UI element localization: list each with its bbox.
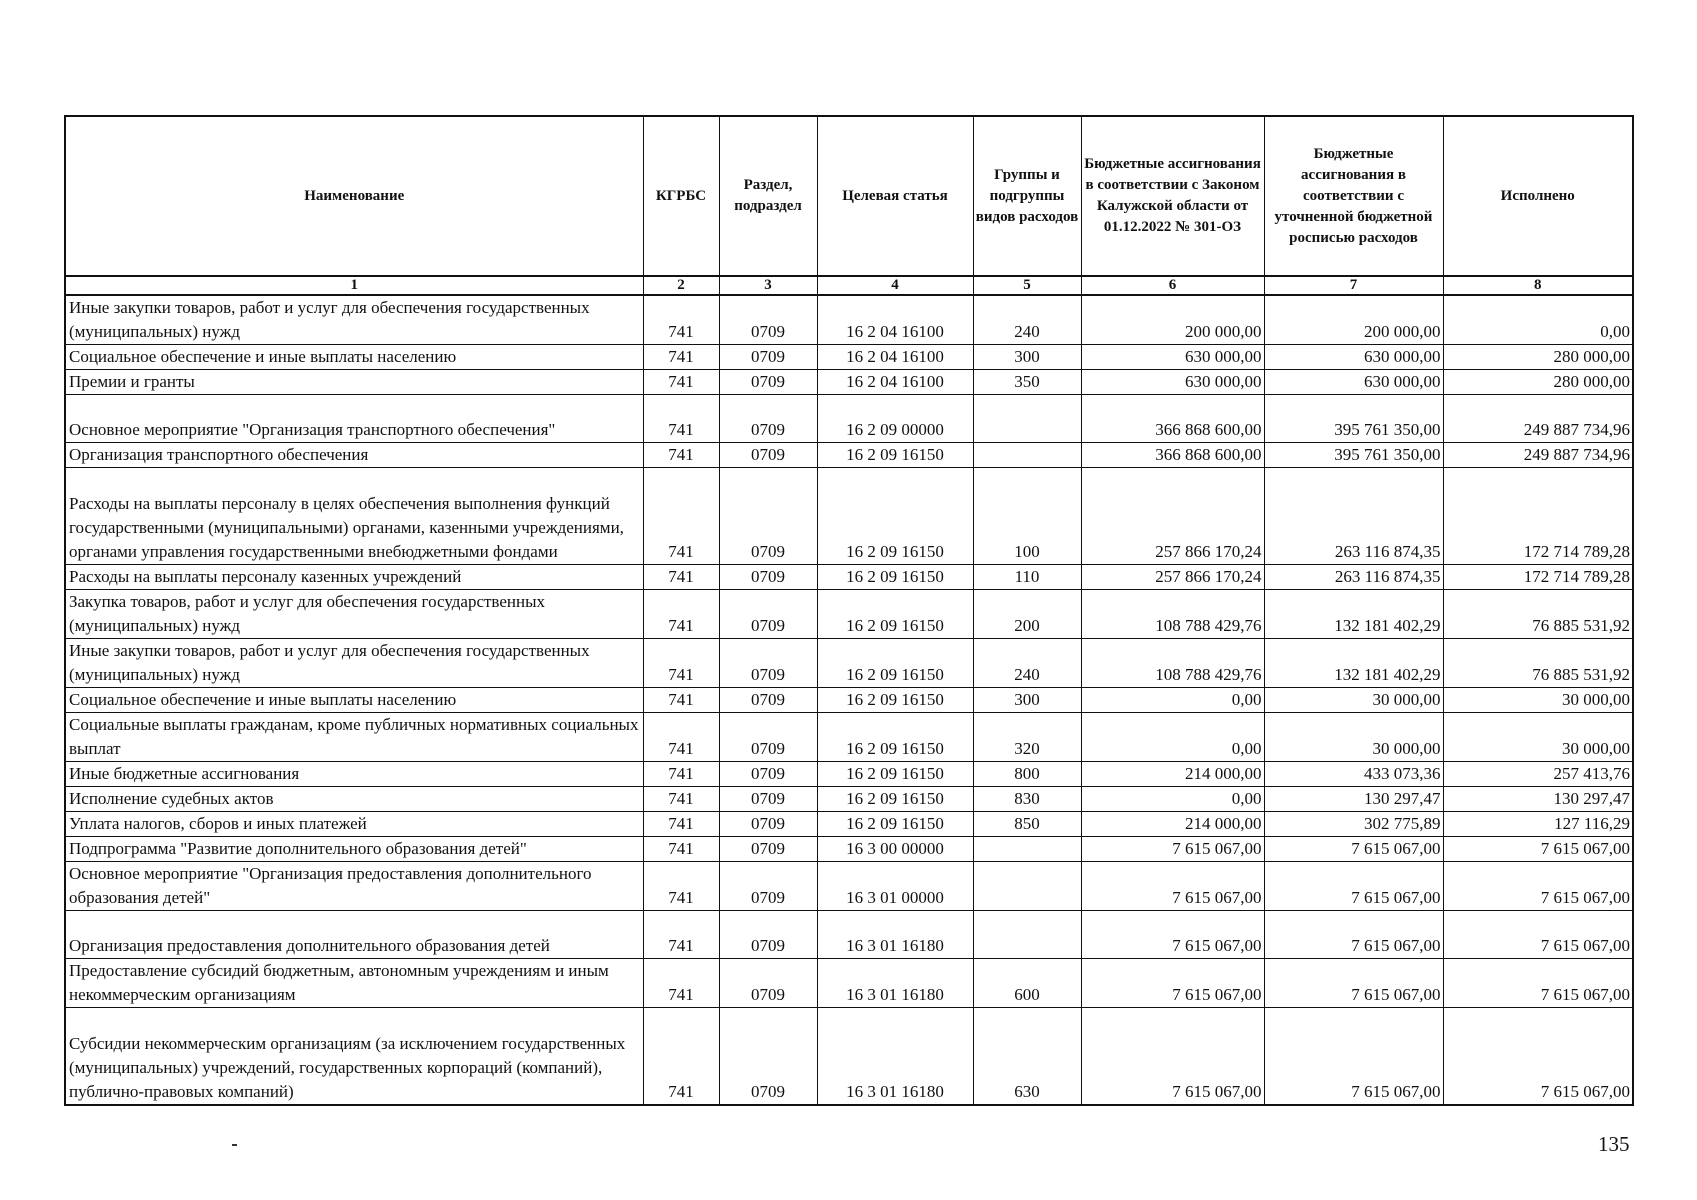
- table-row: [65, 812, 1633, 837]
- row-name: Исполнение судебных актов: [65, 787, 643, 812]
- table-row: [65, 911, 1633, 959]
- row-section: 0709: [719, 295, 817, 345]
- row-kgrbs: 741: [643, 762, 719, 787]
- header-refined-allocations: Бюджетные ассигнования в соответствии с уточненной бюджетной росписью расходов: [1264, 116, 1443, 276]
- row-law-allocation: 630 000,00: [1081, 345, 1264, 370]
- row-expense-group: [973, 443, 1081, 468]
- row-refined-allocation: 7 615 067,00: [1264, 1008, 1443, 1105]
- row-refined-allocation: 7 615 067,00: [1264, 862, 1443, 911]
- row-refined-allocation: 30 000,00: [1264, 713, 1443, 762]
- table-row: [65, 1008, 1633, 1105]
- row-expense-group: 240: [973, 639, 1081, 688]
- row-kgrbs: 741: [643, 959, 719, 1008]
- header-kgrbs: КГРБС: [643, 116, 719, 276]
- row-name: Основное мероприятие "Организация транспортного обеспечения": [65, 395, 643, 443]
- table-row: [65, 345, 1633, 370]
- row-expense-group: 850: [973, 812, 1081, 837]
- row-law-allocation: 7 615 067,00: [1081, 862, 1264, 911]
- row-name: Организация транспортного обеспечения: [65, 443, 643, 468]
- row-section: 0709: [719, 1008, 817, 1105]
- row-law-allocation: 0,00: [1081, 713, 1264, 762]
- row-section: 0709: [719, 345, 817, 370]
- row-refined-allocation: 263 116 874,35: [1264, 565, 1443, 590]
- row-target-article: 16 2 04 16100: [817, 345, 973, 370]
- row-name: Организация предоставления дополнительного образования детей: [65, 911, 643, 959]
- row-section: 0709: [719, 639, 817, 688]
- row-name: Подпрограмма "Развитие дополнительного образования детей": [65, 837, 643, 862]
- row-section: 0709: [719, 443, 817, 468]
- row-law-allocation: 7 615 067,00: [1081, 837, 1264, 862]
- row-section: 0709: [719, 837, 817, 862]
- row-law-allocation: 257 866 170,24: [1081, 468, 1264, 565]
- row-executed: 280 000,00: [1443, 345, 1633, 370]
- row-kgrbs: 741: [643, 812, 719, 837]
- row-refined-allocation: 433 073,36: [1264, 762, 1443, 787]
- row-executed: 280 000,00: [1443, 370, 1633, 395]
- row-section: 0709: [719, 862, 817, 911]
- row-expense-group: 300: [973, 688, 1081, 713]
- table-body: [65, 295, 1633, 1105]
- row-kgrbs: 741: [643, 565, 719, 590]
- row-name: Расходы на выплаты персоналу казенных учреждений: [65, 565, 643, 590]
- row-executed: 7 615 067,00: [1443, 862, 1633, 911]
- row-expense-group: [973, 862, 1081, 911]
- row-refined-allocation: 30 000,00: [1264, 688, 1443, 713]
- row-refined-allocation: 130 297,47: [1264, 787, 1443, 812]
- row-expense-group: 200: [973, 590, 1081, 639]
- table-row: [65, 713, 1633, 762]
- row-target-article: 16 2 09 16150: [817, 812, 973, 837]
- column-number: 8: [1443, 276, 1633, 295]
- table-row: [65, 565, 1633, 590]
- row-target-article: 16 3 00 00000: [817, 837, 973, 862]
- row-target-article: 16 2 09 16150: [817, 787, 973, 812]
- row-law-allocation: 108 788 429,76: [1081, 639, 1264, 688]
- table-row: [65, 787, 1633, 812]
- row-name: Социальные выплаты гражданам, кроме публичных нормативных социальных выплат: [65, 713, 643, 762]
- row-target-article: 16 3 01 16180: [817, 1008, 973, 1105]
- table-row: [65, 590, 1633, 639]
- row-target-article: 16 2 09 16150: [817, 468, 973, 565]
- column-number: 2: [643, 276, 719, 295]
- page-mark: [232, 1144, 237, 1146]
- row-refined-allocation: 7 615 067,00: [1264, 911, 1443, 959]
- row-name: Предоставление субсидий бюджетным, автономным учреждениям и иным некоммерческим организациям: [65, 959, 643, 1008]
- table-row: [65, 639, 1633, 688]
- row-executed: 7 615 067,00: [1443, 959, 1633, 1008]
- row-law-allocation: 257 866 170,24: [1081, 565, 1264, 590]
- table-row: [65, 468, 1633, 565]
- row-name: Социальное обеспечение и иные выплаты населению: [65, 345, 643, 370]
- row-refined-allocation: 132 181 402,29: [1264, 639, 1443, 688]
- row-name: Иные закупки товаров, работ и услуг для обеспечения государственных (муниципальных) нужд: [65, 295, 643, 345]
- table-row: [65, 688, 1633, 713]
- row-executed: 7 615 067,00: [1443, 837, 1633, 862]
- row-executed: 249 887 734,96: [1443, 443, 1633, 468]
- row-executed: 30 000,00: [1443, 688, 1633, 713]
- header-target-article: Целевая статья: [817, 116, 973, 276]
- column-number: 1: [65, 276, 643, 295]
- row-section: 0709: [719, 565, 817, 590]
- row-law-allocation: 108 788 429,76: [1081, 590, 1264, 639]
- row-executed: 0,00: [1443, 295, 1633, 345]
- row-kgrbs: 741: [643, 911, 719, 959]
- row-target-article: 16 2 04 16100: [817, 370, 973, 395]
- column-number: 6: [1081, 276, 1264, 295]
- table-row: [65, 370, 1633, 395]
- row-refined-allocation: 630 000,00: [1264, 370, 1443, 395]
- row-law-allocation: 7 615 067,00: [1081, 911, 1264, 959]
- row-kgrbs: 741: [643, 590, 719, 639]
- row-expense-group: [973, 911, 1081, 959]
- table-row: [65, 837, 1633, 862]
- row-executed: 172 714 789,28: [1443, 565, 1633, 590]
- row-law-allocation: 7 615 067,00: [1081, 1008, 1264, 1105]
- row-target-article: 16 2 09 16150: [817, 688, 973, 713]
- row-expense-group: 630: [973, 1008, 1081, 1105]
- row-expense-group: [973, 837, 1081, 862]
- row-kgrbs: 741: [643, 787, 719, 812]
- header-executed: Исполнено: [1443, 116, 1633, 276]
- row-law-allocation: 0,00: [1081, 688, 1264, 713]
- row-target-article: 16 2 09 16150: [817, 565, 973, 590]
- row-expense-group: 800: [973, 762, 1081, 787]
- row-target-article: 16 2 09 00000: [817, 395, 973, 443]
- row-refined-allocation: 7 615 067,00: [1264, 837, 1443, 862]
- row-name: Премии и гранты: [65, 370, 643, 395]
- row-section: 0709: [719, 911, 817, 959]
- row-name: Основное мероприятие "Организация предоставления дополнительного образования детей": [65, 862, 643, 911]
- row-law-allocation: 7 615 067,00: [1081, 959, 1264, 1008]
- row-executed: 249 887 734,96: [1443, 395, 1633, 443]
- row-executed: 127 116,29: [1443, 812, 1633, 837]
- row-target-article: 16 2 09 16150: [817, 590, 973, 639]
- row-executed: 7 615 067,00: [1443, 911, 1633, 959]
- row-section: 0709: [719, 812, 817, 837]
- row-name: Закупка товаров, работ и услуг для обеспечения государственных (муниципальных) нужд: [65, 590, 643, 639]
- row-target-article: 16 3 01 16180: [817, 959, 973, 1008]
- row-executed: 76 885 531,92: [1443, 590, 1633, 639]
- table-row: [65, 959, 1633, 1008]
- row-kgrbs: 741: [643, 837, 719, 862]
- row-section: 0709: [719, 590, 817, 639]
- row-name: Социальное обеспечение и иные выплаты населению: [65, 688, 643, 713]
- row-executed: 130 297,47: [1443, 787, 1633, 812]
- row-section: 0709: [719, 762, 817, 787]
- row-expense-group: 600: [973, 959, 1081, 1008]
- header-law-allocations: Бюджетные ассигнования в соответствии с Законом Калужской области от 01.12.2022 № 301-ОЗ: [1081, 116, 1264, 276]
- row-expense-group: 300: [973, 345, 1081, 370]
- table-row: [65, 443, 1633, 468]
- row-target-article: 16 2 09 16150: [817, 639, 973, 688]
- row-executed: 7 615 067,00: [1443, 1008, 1633, 1105]
- row-refined-allocation: 263 116 874,35: [1264, 468, 1443, 565]
- row-expense-group: 240: [973, 295, 1081, 345]
- row-law-allocation: 366 868 600,00: [1081, 443, 1264, 468]
- row-kgrbs: 741: [643, 395, 719, 443]
- row-target-article: 16 2 04 16100: [817, 295, 973, 345]
- row-refined-allocation: 395 761 350,00: [1264, 395, 1443, 443]
- row-name: Иные закупки товаров, работ и услуг для обеспечения государственных (муниципальных) нужд: [65, 639, 643, 688]
- column-number: 7: [1264, 276, 1443, 295]
- row-refined-allocation: 395 761 350,00: [1264, 443, 1443, 468]
- table-row: [65, 862, 1633, 911]
- row-section: 0709: [719, 713, 817, 762]
- row-law-allocation: 366 868 600,00: [1081, 395, 1264, 443]
- header-section: Раздел, подраздел: [719, 116, 817, 276]
- table-row: [65, 295, 1633, 345]
- row-refined-allocation: 302 775,89: [1264, 812, 1443, 837]
- table-row: [65, 762, 1633, 787]
- budget-table: [64, 115, 1634, 1106]
- row-target-article: 16 2 09 16150: [817, 762, 973, 787]
- column-number: 5: [973, 276, 1081, 295]
- row-target-article: 16 3 01 00000: [817, 862, 973, 911]
- row-kgrbs: 741: [643, 1008, 719, 1105]
- row-section: 0709: [719, 395, 817, 443]
- column-number: 3: [719, 276, 817, 295]
- row-law-allocation: 214 000,00: [1081, 812, 1264, 837]
- row-law-allocation: 200 000,00: [1081, 295, 1264, 345]
- row-kgrbs: 741: [643, 713, 719, 762]
- row-law-allocation: 214 000,00: [1081, 762, 1264, 787]
- row-executed: 257 413,76: [1443, 762, 1633, 787]
- row-expense-group: 100: [973, 468, 1081, 565]
- row-kgrbs: 741: [643, 345, 719, 370]
- table-row: [65, 395, 1633, 443]
- row-section: 0709: [719, 959, 817, 1008]
- row-kgrbs: 741: [643, 443, 719, 468]
- row-expense-group: 320: [973, 713, 1081, 762]
- row-executed: 76 885 531,92: [1443, 639, 1633, 688]
- row-law-allocation: 630 000,00: [1081, 370, 1264, 395]
- table-header: [65, 116, 1633, 295]
- row-refined-allocation: 132 181 402,29: [1264, 590, 1443, 639]
- row-target-article: 16 2 09 16150: [817, 713, 973, 762]
- header-name: Наименование: [65, 116, 643, 276]
- row-name: Иные бюджетные ассигнования: [65, 762, 643, 787]
- column-number: 4: [817, 276, 973, 295]
- row-kgrbs: 741: [643, 639, 719, 688]
- row-expense-group: 110: [973, 565, 1081, 590]
- row-refined-allocation: 200 000,00: [1264, 295, 1443, 345]
- row-target-article: 16 3 01 16180: [817, 911, 973, 959]
- row-executed: 172 714 789,28: [1443, 468, 1633, 565]
- row-name: Уплата налогов, сборов и иных платежей: [65, 812, 643, 837]
- row-section: 0709: [719, 688, 817, 713]
- row-name: Расходы на выплаты персоналу в целях обеспечения выполнения функций государственными (муниципальными) органами, казенными учреждениями, органами управления государственными внебюджетными фондами: [65, 468, 643, 565]
- row-section: 0709: [719, 787, 817, 812]
- row-executed: 30 000,00: [1443, 713, 1633, 762]
- row-refined-allocation: 630 000,00: [1264, 345, 1443, 370]
- row-name: Субсидии некоммерческим организациям (за исключением государственных (муниципальных) учреждений, государственных корпораций (компаний), публично-правовых компаний): [65, 1008, 643, 1105]
- row-law-allocation: 0,00: [1081, 787, 1264, 812]
- row-section: 0709: [719, 370, 817, 395]
- header-expense-group: Группы и подгруппы видов расходов: [973, 116, 1081, 276]
- row-expense-group: 350: [973, 370, 1081, 395]
- row-kgrbs: 741: [643, 688, 719, 713]
- row-kgrbs: 741: [643, 370, 719, 395]
- row-kgrbs: 741: [643, 862, 719, 911]
- row-expense-group: 830: [973, 787, 1081, 812]
- row-section: 0709: [719, 468, 817, 565]
- row-refined-allocation: 7 615 067,00: [1264, 959, 1443, 1008]
- row-kgrbs: 741: [643, 295, 719, 345]
- page-number: 135: [1598, 1132, 1630, 1156]
- row-expense-group: [973, 395, 1081, 443]
- row-kgrbs: 741: [643, 468, 719, 565]
- row-target-article: 16 2 09 16150: [817, 443, 973, 468]
